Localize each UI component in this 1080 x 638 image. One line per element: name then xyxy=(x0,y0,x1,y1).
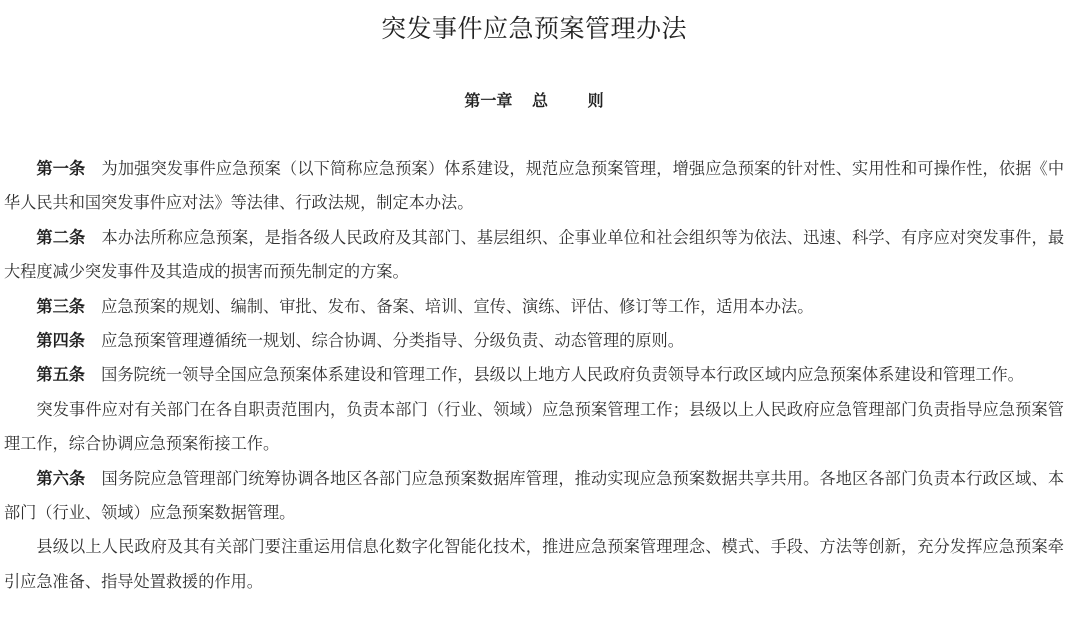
document-title: 突发事件应急预案管理办法 xyxy=(380,14,687,43)
article-number: 第二条 xyxy=(36,227,86,247)
chapter-name-part1: 总 xyxy=(531,91,548,110)
article-text: 为加强突发事件应急预案（以下简称应急预案）体系建设，规范应急预案管理，增强应急预案的针对性、实用性和可操作性，依据《中华人民共和国突发事件应对法》等法律、行政法规，制定本办法。 xyxy=(4,159,1065,213)
article-paragraph xyxy=(4,462,1064,531)
continuation-paragraph xyxy=(4,393,1064,462)
article-paragraph xyxy=(4,221,1064,290)
paragraph-text: 县级以上人民政府及其有关部门要注重运用信息化数字化智能化技术，推进应急预案管理理念、模式、手段、方法等创新，充分发挥应急预案牵引应急准备、指导处置救援的作用。 xyxy=(4,537,1064,591)
article-text: 应急预案的规划、编制、审批、发布、备案、培训、宣传、演练、评估、修订等工作，适用本办法。 xyxy=(101,296,814,316)
chapter-number: 第一章 xyxy=(464,91,513,110)
article-paragraph xyxy=(4,358,1064,392)
article-text: 应急预案管理遵循统一规划、综合协调、分类指导、分级负责、动态管理的原则。 xyxy=(101,331,684,351)
article-text: 国务院统一领导全国应急预案体系建设和管理工作，县级以上地方人民政府负责领导本行政区域内应急预案体系建设和管理工作。 xyxy=(101,365,1024,385)
document-body xyxy=(4,152,1064,599)
article-number: 第一条 xyxy=(36,159,86,178)
article-paragraph xyxy=(4,290,1064,324)
article-text: 本办法所称应急预案，是指各级人民政府及其部门、基层组织、企事业单位和社会组织等为依法、迅速、科学、有序应对突发事件，最大程度减少突发事件及其造成的损害而预先制定的方案。 xyxy=(4,227,1065,282)
paragraph-text: 突发事件应对有关部门在各自职责范围内，负责本部门（行业、领域）应急预案管理工作；县级以上人民政府应急管理部门负责指导应急预案管理工作，综合协调应急预案衔接工作。 xyxy=(4,399,1064,454)
article-text: 国务院应急管理部门统筹协调各地区各部门应急预案数据库管理，推动实现应急预案数据共享共用。各地区各部门负责本行政区域、本部门（行业、领域）应急预案数据管理。 xyxy=(4,468,1065,523)
chapter-heading xyxy=(4,86,1064,116)
article-paragraph xyxy=(4,152,1064,221)
article-number: 第四条 xyxy=(36,331,85,351)
article-paragraph xyxy=(4,324,1064,358)
article-number: 第五条 xyxy=(36,365,85,385)
article-number: 第三条 xyxy=(36,296,85,316)
chapter-name-part2: 则 xyxy=(587,91,604,110)
continuation-paragraph xyxy=(4,530,1064,599)
article-number: 第六条 xyxy=(36,468,86,488)
